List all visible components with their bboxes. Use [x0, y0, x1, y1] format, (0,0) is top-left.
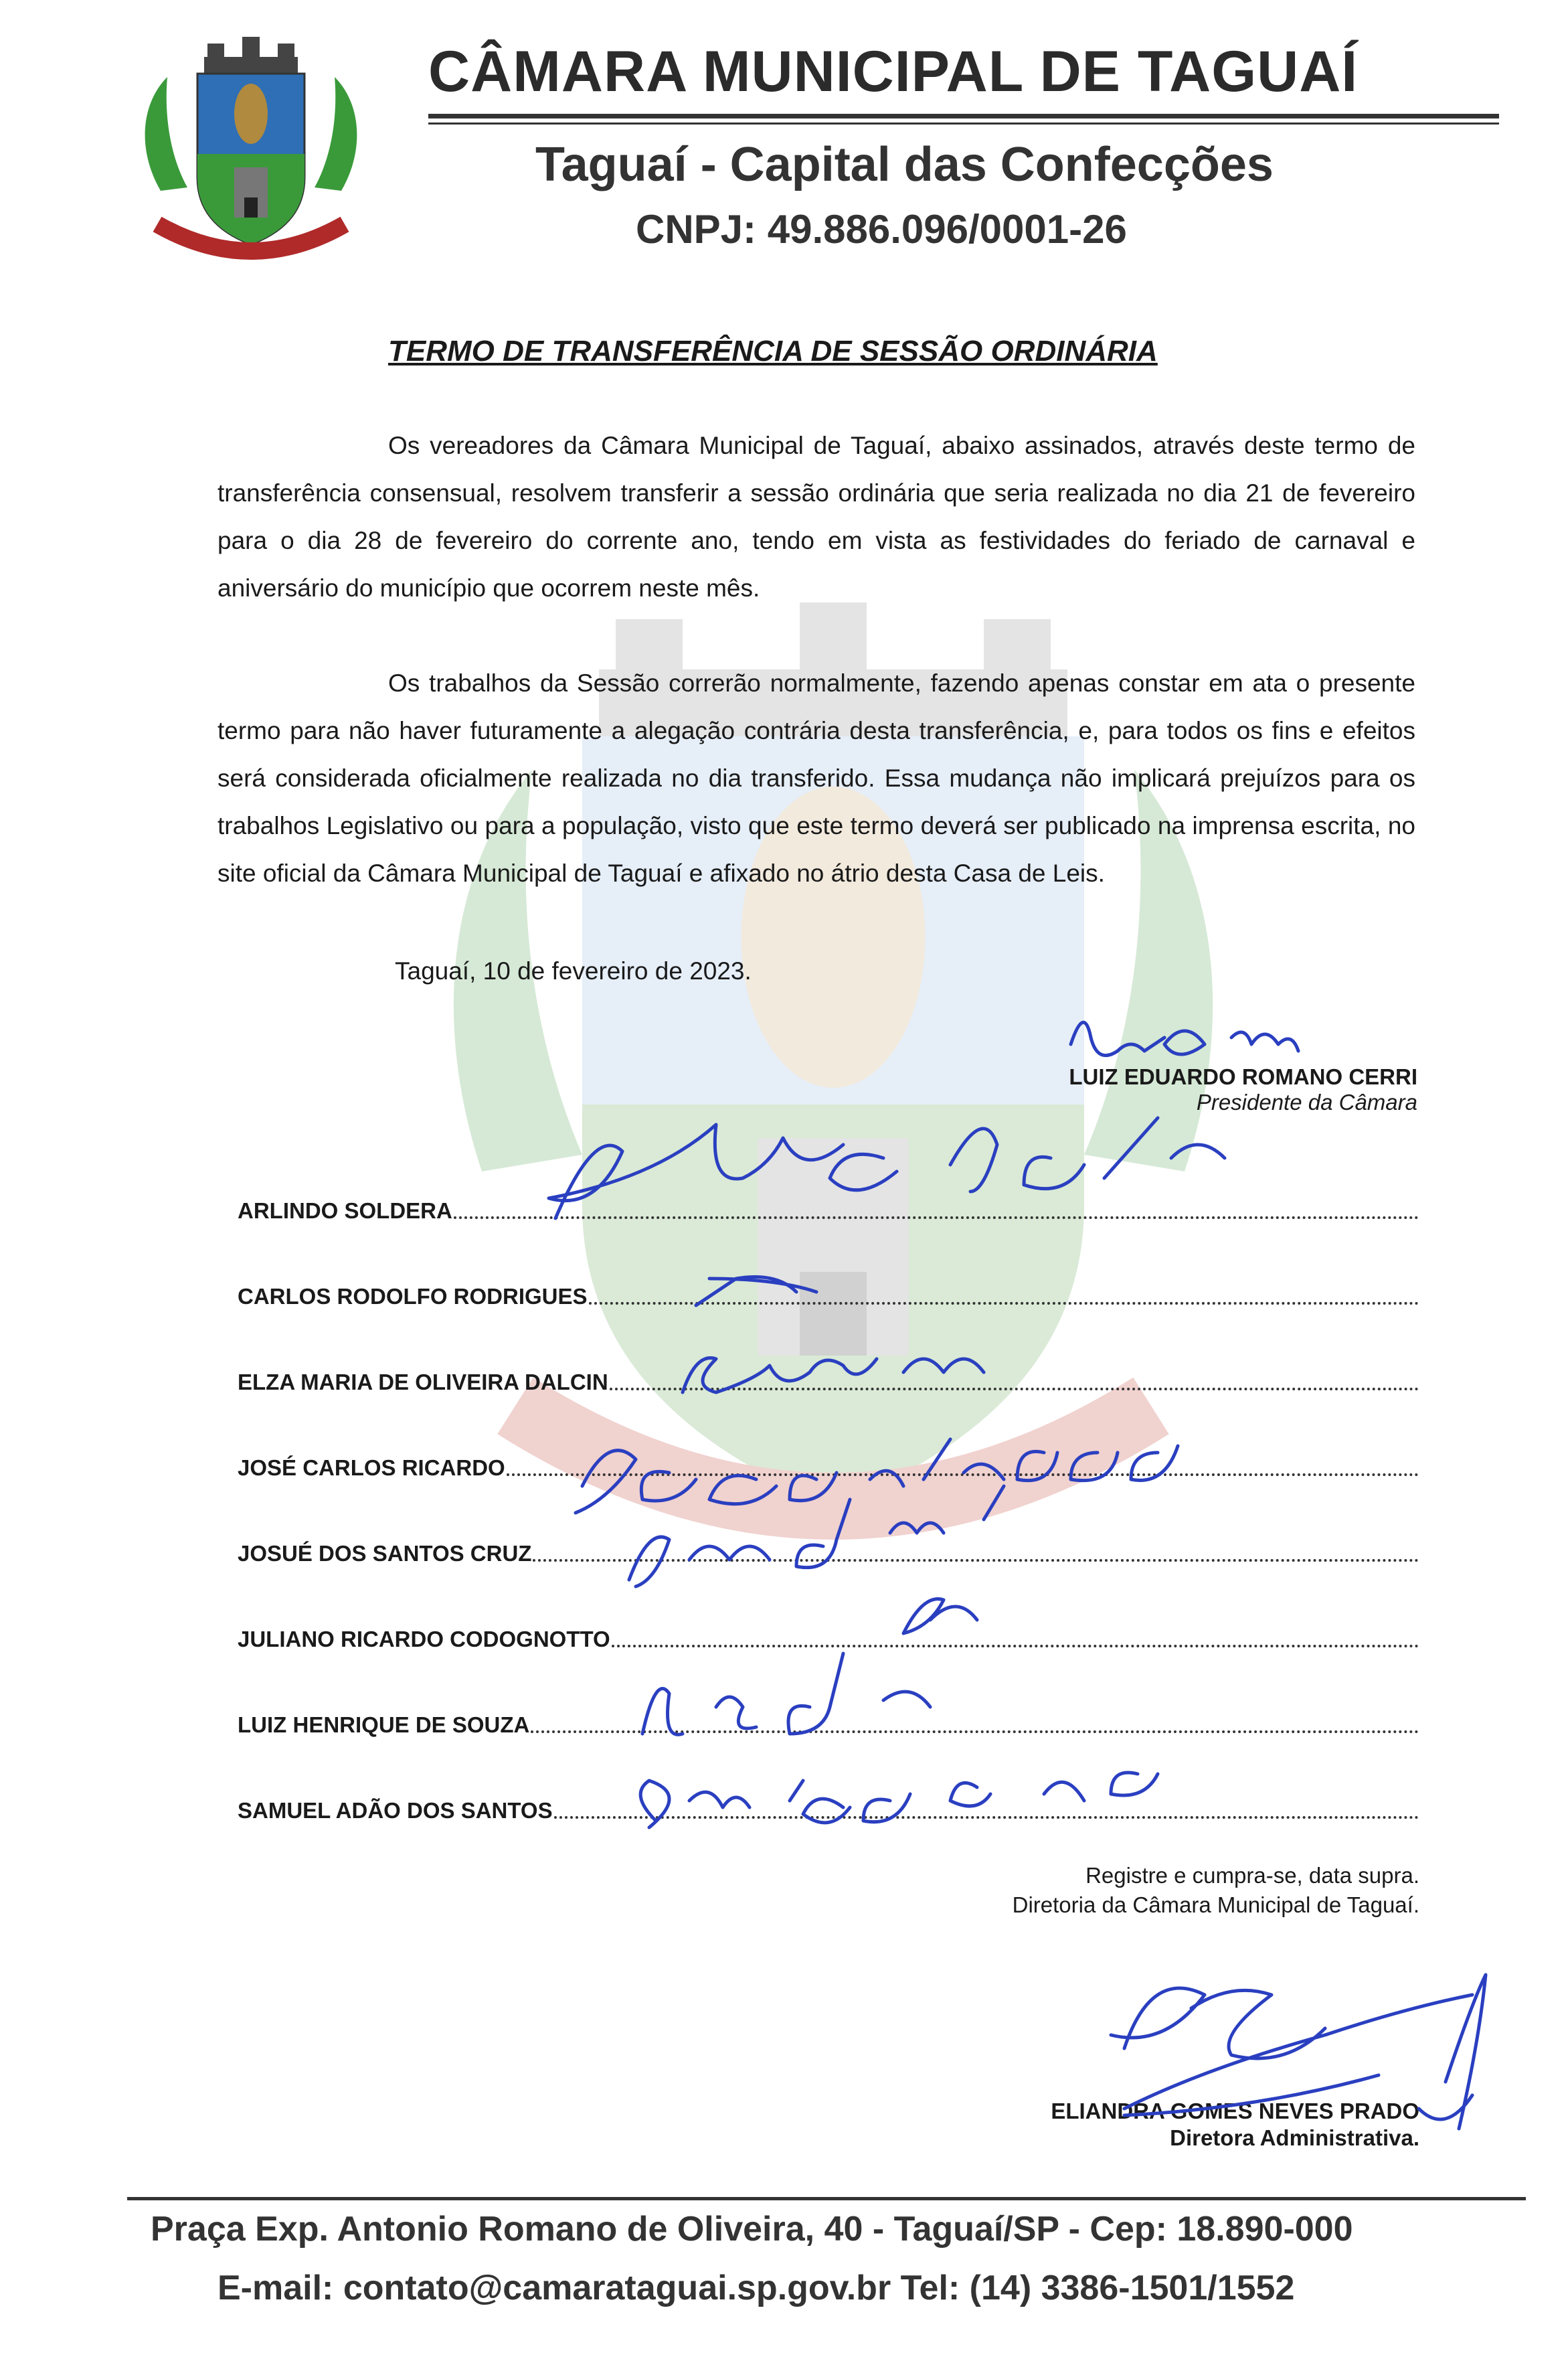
header-cnpj: CNPJ: 49.886.096/0001-26: [636, 207, 1127, 252]
registro-line-2: Diretoria da Câmara Municipal de Taguaí.: [1012, 1892, 1419, 1917]
paragraph-1-text: Os vereadores da Câmara Municipal de Taguaí, abaixo assinados, através deste termo de transferência consensual, resolvem transferir a sessão ordinária que seria realizada no dia 21 de fevereiro para o dia 28 de fevereiro do corrente ano, tendo em vista as festividades do feriado de carnaval e aniversário do município que ocorrem neste mês.: [217, 432, 1415, 602]
footer-contact: E-mail: contato@camarataguai.sp.gov.br Tel: (14) 3386-1501/1552: [217, 2269, 1295, 2307]
signature-line: [238, 1798, 1419, 1823]
director-role: Diretora Administrativa.: [1170, 2125, 1419, 2150]
header-title: CÂMARA MUNICIPAL DE TAGUAÍ: [428, 39, 1359, 104]
signature-line: [238, 1198, 1419, 1224]
councillor-name: JULIANO RICARDO CODOGNOTTO: [238, 1627, 610, 1651]
date-line: Taguaí, 10 de fevereiro de 2023.: [395, 957, 752, 985]
dotted-line: [454, 1216, 1419, 1219]
registro-line-1: Registre e cumpra-se, data supra.: [1085, 1863, 1419, 1888]
signature-line: [238, 1541, 1419, 1566]
dotted-line: [554, 1816, 1419, 1819]
signature-line: [238, 1712, 1419, 1738]
paragraph-2-text: Os trabalhos da Sessão correrão normalmente, fazendo apenas constar em ata o presente termo para não haver futuramente a alegação contrária desta transferência, e, para todos os fins e efeitos será considerada oficialmente realizada no dia transferido. Essa mudança não implicará prejuízos para os trabalhos Legislativo ou para a população, visto que este termo deverá ser publicado na imprensa escrita, no site oficial da Câmara Municipal de Taguaí e afixado no átrio desta Casa de Leis.: [217, 669, 1415, 887]
director-name: ELIANDRA GOMES NEVES PRADO: [1051, 2099, 1419, 2123]
signature-line: [238, 1455, 1419, 1481]
footer-rule: [127, 2197, 1526, 2200]
dotted-line: [531, 1730, 1419, 1733]
president-role: Presidente da Câmara: [1196, 1090, 1417, 1115]
footer-address: Praça Exp. Antonio Romano de Oliveira, 40 - Taguaí/SP - Cep: 18.890-000: [151, 2210, 1353, 2249]
paragraph-1: [217, 422, 1415, 612]
signature-line: [238, 1284, 1419, 1309]
councillor-name: LUIZ HENRIQUE DE SOUZA: [238, 1712, 530, 1737]
dotted-line: [533, 1559, 1419, 1562]
dotted-line: [589, 1302, 1419, 1305]
councillor-name: JOSÉ CARLOS RICARDO: [238, 1455, 505, 1480]
dotted-line: [612, 1645, 1419, 1647]
document-title: TERMO DE TRANSFERÊNCIA DE SESSÃO ORDINÁRIA: [388, 335, 1158, 368]
header-rule: [428, 114, 1499, 118]
councillor-name: JOSUÉ DOS SANTOS CRUZ: [238, 1541, 532, 1566]
dotted-line: [610, 1388, 1419, 1390]
councillor-name: ELZA MARIA DE OLIVEIRA DALCIN: [238, 1370, 608, 1394]
paragraph-2: [217, 659, 1415, 897]
president-name: LUIZ EDUARDO ROMANO CERRI: [1069, 1064, 1417, 1089]
header-subtitle: Taguaí - Capital das Confecções: [535, 138, 1274, 191]
signature-line: [238, 1370, 1419, 1395]
header-rule-thin: [428, 123, 1499, 125]
councillor-name: CARLOS RODOLFO RODRIGUES: [238, 1284, 588, 1309]
councillor-name: SAMUEL ADÃO DOS SANTOS: [238, 1798, 553, 1823]
registro-block: [1013, 1861, 1419, 1920]
municipal-coat-of-arms-logo: [134, 37, 368, 278]
dotted-line: [507, 1473, 1419, 1476]
councillor-name: ARLINDO SOLDERA: [238, 1198, 452, 1223]
signature-line: [238, 1627, 1419, 1652]
